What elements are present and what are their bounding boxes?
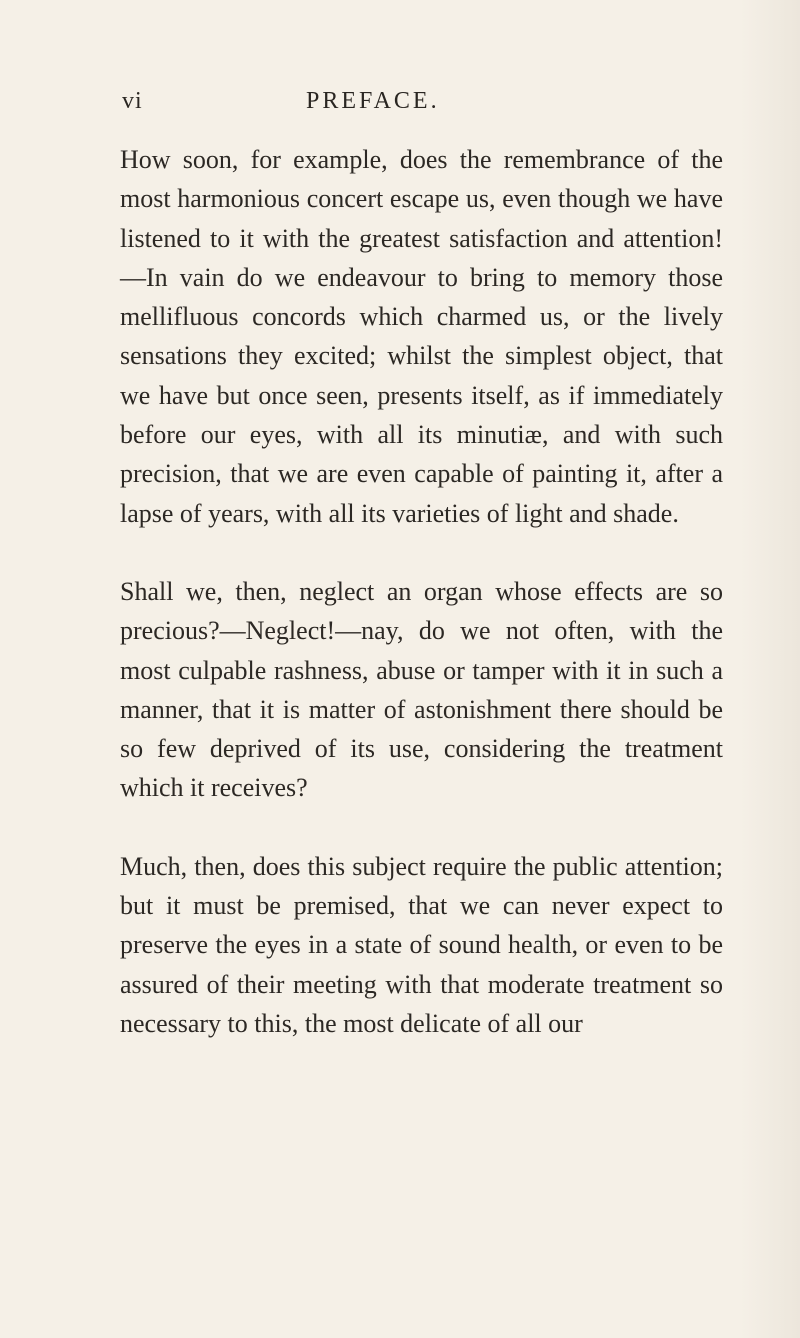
body-text	[120, 140, 723, 1043]
running-head	[118, 88, 728, 122]
paragraph-2: Shall we, then, neglect an organ whose effects are so precious?—Neglect!—nay, do we not often, with the most culpable rashness, abuse or tamper with it in such a manner, that it is matter of astonishment there should be so few deprived of its use, considering the treatment which it receives?	[120, 576, 723, 803]
paragraph-1: How soon, for example, does the remembrance of the most harmonious concert escape us, even though we have listened to it with the greatest satisfaction and attention!—In vain do we endeavour to bring to memory those mellifluous concords which charmed us, or the lively sensations they excited; whilst the simplest object, that we have but once seen, presents itself, as if immediately before our eyes, with all its minutiæ, and with such precision, that we are even capable of painting it, after a lapse of years, with all its varieties of light and shade.	[120, 145, 723, 528]
page-number: vi	[122, 88, 143, 114]
running-head-title: PREFACE.	[306, 88, 440, 114]
paragraph-3: Much, then, does this subject require the public attention; but it must be premised, that we can never expect to preserve the eyes in a state of sound health, or even to be assured of their meeting with that moderate treatment so necessary to this, the most delicate of all our	[120, 851, 723, 1038]
